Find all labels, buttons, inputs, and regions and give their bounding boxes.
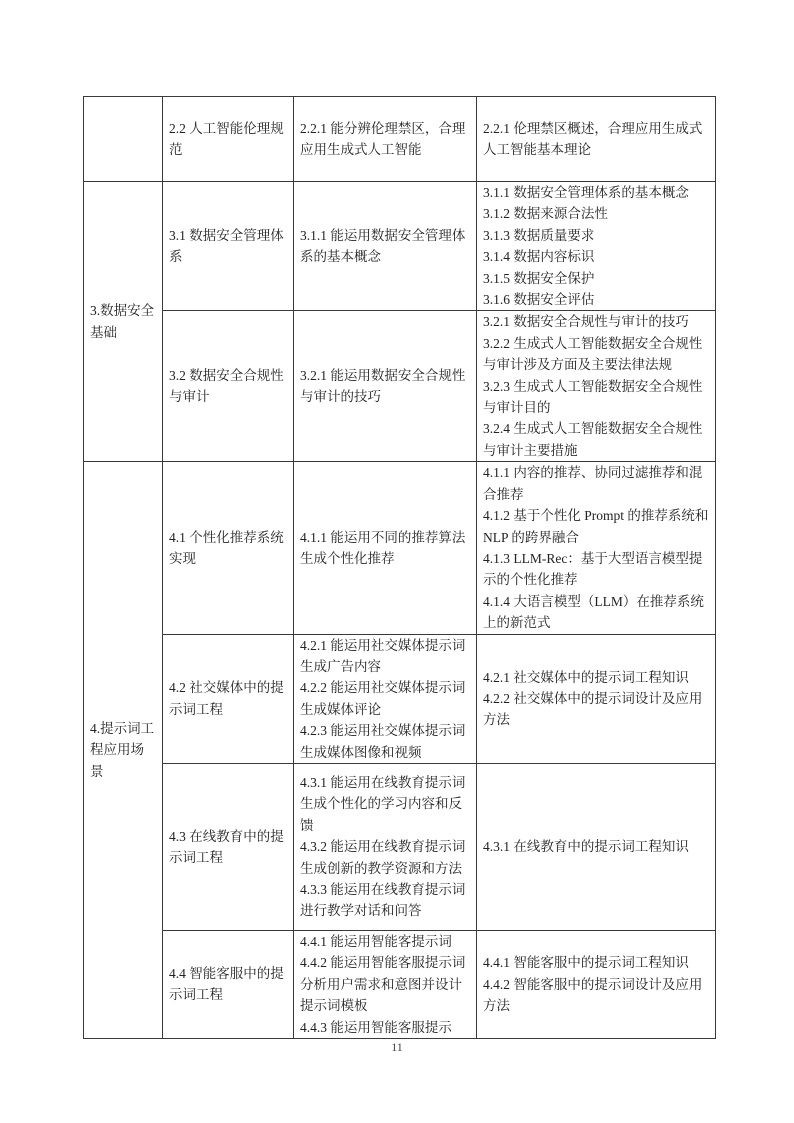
knowledge-item: 3.1.2 数据来源合法性 <box>483 206 608 222</box>
knowledge-item: 4.4.1 智能客服中的提示词工程知识 <box>483 955 689 971</box>
knowledge-item: 4.1.1 内容的推荐、协同过滤推荐和混合推荐 <box>483 465 703 502</box>
knowledge-cell <box>477 311 716 462</box>
unit-cell: 4.1 个性化推荐系统实现 <box>163 462 294 634</box>
unit-cell: 4.4 智能客服中的提示词工程 <box>163 930 294 1038</box>
skills-cell <box>294 462 477 634</box>
unit-cell: 3.1 数据安全管理体系 <box>163 182 294 311</box>
knowledge-item: 4.1.2 基于个性化 Prompt 的推荐系统和 NLP 的跨界融合 <box>483 508 709 545</box>
skills-cell <box>294 182 477 311</box>
knowledge-cell <box>477 763 716 930</box>
skills-cell <box>294 634 477 763</box>
table-row <box>84 182 716 311</box>
skill-item: 4.3.3 能运用在线教育提示词进行教学对话和问答 <box>300 882 466 919</box>
knowledge-cell <box>477 930 716 1038</box>
knowledge-item: 3.2.1 数据安全合规性与审计的技巧 <box>483 314 689 330</box>
skills-cell <box>294 97 477 182</box>
module-cell: 3.数据安全基础 <box>84 182 163 462</box>
skill-item: 2.2.1 能分辨伦理禁区，合理应用生成式人工智能 <box>300 120 466 157</box>
knowledge-item: 3.1.3 数据质量要求 <box>483 227 595 243</box>
skill-item: 3.2.1 能运用数据安全合规性与审计的技巧 <box>300 367 466 405</box>
skill-item: 4.4.1 能运用智能客提示词 <box>300 933 452 949</box>
knowledge-item: 3.1.5 数据安全保护 <box>483 270 595 286</box>
skills-cell <box>294 763 477 930</box>
table-row <box>84 930 716 1038</box>
skill-item: 4.4.3 能运用智能客服提示 <box>300 1019 452 1035</box>
knowledge-item: 4.4.2 智能客服中的提示词设计及应用方法 <box>483 976 703 1014</box>
table-row <box>84 97 716 182</box>
table-row <box>84 311 716 462</box>
skill-item: 4.2.3 能运用社交媒体提示词生成媒体图像和视频 <box>300 723 466 760</box>
skills-cell <box>294 930 477 1038</box>
skill-item: 4.2.1 能运用社交媒体提示词生成广告内容 <box>300 637 466 674</box>
knowledge-item: 4.3.1 在线教育中的提示词工程知识 <box>483 839 689 855</box>
knowledge-item: 4.2.2 社交媒体中的提示词设计及应用方法 <box>483 691 703 728</box>
knowledge-item: 3.1.1 数据安全管理体系的基本概念 <box>483 185 689 200</box>
table-row <box>84 634 716 763</box>
skill-item: 3.1.1 能运用数据安全管理体系的基本概念 <box>300 227 466 265</box>
knowledge-cell <box>477 634 716 763</box>
unit-cell: 4.2 社交媒体中的提示词工程 <box>163 634 294 763</box>
skill-item: 4.2.2 能运用社交媒体提示词生成媒体评论 <box>300 680 466 717</box>
skill-item: 4.1.1 能运用不同的推荐算法生成个性化推荐 <box>300 529 466 566</box>
module-cell: 4.提示词工程应用场景 <box>84 462 163 1039</box>
knowledge-item: 3.2.2 生成式人工智能数据安全合规性与审计涉及方面及主要法律法规 <box>483 335 703 373</box>
skill-item: 4.4.2 能运用智能客服提示词分析用户需求和意图并设计提示词模板 <box>300 955 466 1014</box>
knowledge-cell <box>477 462 716 634</box>
unit-cell: 4.3 在线教育中的提示词工程 <box>163 763 294 930</box>
table-row <box>84 462 716 634</box>
knowledge-item: 3.2.3 生成式人工智能数据安全合规性与审计目的 <box>483 378 703 416</box>
skill-item: 4.3.1 能运用在线教育提示词生成个性化的学习内容和反馈 <box>300 775 466 833</box>
knowledge-item: 4.1.3 LLM-Rec：基于大型语言模型提示的个性化推荐 <box>483 550 703 588</box>
knowledge-item: 4.1.4 大语言模型（LLM）在推荐系统上的新范式 <box>483 593 704 631</box>
skill-item: 4.3.2 能运用在线教育提示词生成创新的教学资源和方法 <box>300 839 466 876</box>
knowledge-item: 3.1.4 数据内容标识 <box>483 249 595 265</box>
page-number: 11 <box>391 1040 403 1054</box>
knowledge-item: 2.2.1 伦理禁区概述，合理应用生成式人工智能基本理论 <box>483 120 703 157</box>
knowledge-item: 3.1.6 数据安全评估 <box>483 292 595 308</box>
knowledge-item: 3.2.4 生成式人工智能数据安全合规性与审计主要措施 <box>483 421 703 458</box>
knowledge-item: 4.2.1 社交媒体中的提示词工程知识 <box>483 669 689 685</box>
skills-cell <box>294 311 477 462</box>
knowledge-cell <box>477 97 716 182</box>
knowledge-cell <box>477 182 716 311</box>
unit-cell: 2.2 人工智能伦理规范 <box>163 97 294 182</box>
syllabus-table <box>83 96 716 1039</box>
unit-cell: 3.2 数据安全合规性与审计 <box>163 311 294 462</box>
module-cell <box>84 97 163 182</box>
table-row <box>84 763 716 930</box>
